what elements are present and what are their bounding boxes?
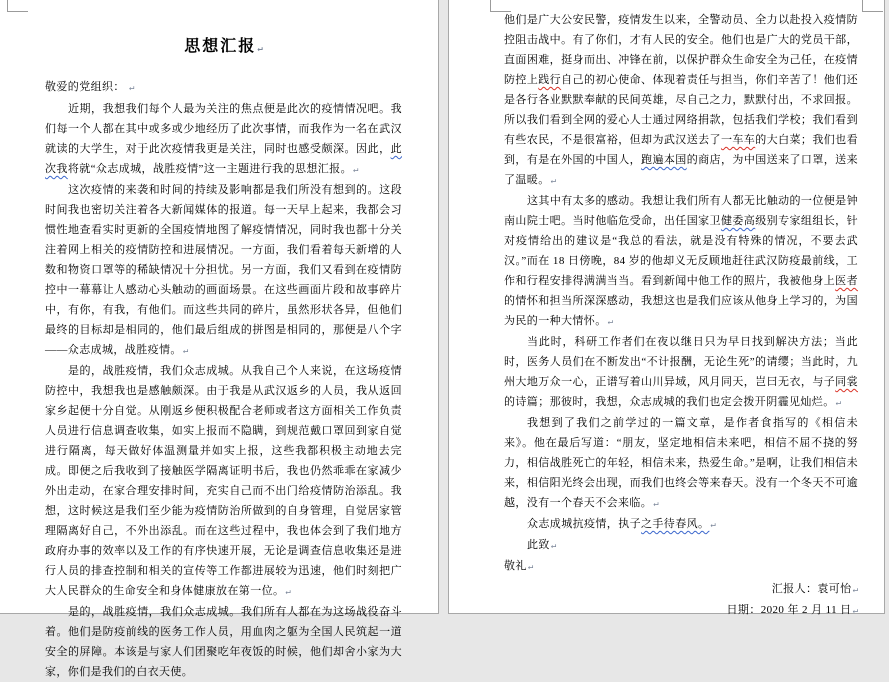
document-title[interactable]	[45, 33, 402, 56]
date-line[interactable]	[504, 600, 858, 621]
paragraph-mark-icon: ↵	[852, 585, 858, 595]
paragraph-text: 众志成城抗疫情，执子	[527, 518, 641, 530]
paragraph-mark-icon: ↵	[550, 176, 557, 186]
paragraph-text: 级别专家组组长，针对疫情给出的建议是“我总的看法，就是没有特殊的情况，不要去武汉。”而在 18 日傍晚，84 岁的他却义无反顾地赶往武汉防疫最前线，工作和行程安排得满满当当。看到新闻中他工作的照片，我被他身上	[504, 215, 858, 287]
paragraph-text: 的商店，为中国送来了口罩，送来了温暖。	[504, 154, 858, 186]
signature-line[interactable]	[504, 579, 858, 600]
spellcheck-blue-squiggle-text: 跑遍本国	[641, 154, 687, 166]
paragraph-text: 我想到了我们之前学过的一篇文章，是作者食指写的《相信未来》。他在最后写道：“朋友，坚定地相信未来吧，相信不屈不挠的努力，相信战胜死亡的年轻，相信未来，热爱生命。”是啊，让我们相信未来，相信阳光终会出现，而我们也终会等来春天。没有一个冬天不可逾越，没有一个春天不会来临。	[504, 417, 858, 509]
paragraph-text: 是的，战胜疫情，我们众志成城。从我自己个人来说，在这场疫情防控中，我想我也是感触颇深。由于我是从武汉返乡的人员，我从返回家乡起便十分自觉。从刚返乡便积极配合老师或者这方面相关工作负责人员进行信息调查收集，如实上报而不隐瞒，到规范戴口罩回到家自觉进行隔离，每天做好体温测量并如实上报，这些我都积极主动地去完成。即便之后我收到了接触医学隔离证明书后，我也仍然乖乖在家减少外出走动，在家合理安排时间，充实自己而不出门给疫情防治添乱。我想，这时候这是我们至少能为疫情防治所做到的自身管理，自觉居家管理隔离好自己，不外出添乱。而在这些过程中，我也体会到了我们地方政府办事的效率以及工作的有序快速开展，无论是调查信息收集还是进行人员的排查控制和相关的宣传等工作都进展较为迅速，他们时刻把广大人民群众的生命安全和身体健康放在第一位。	[45, 365, 402, 597]
spellcheck-red-squiggle-text: 同裳	[835, 376, 858, 388]
paragraph[interactable]	[504, 191, 858, 332]
paragraph-text: 这其中有太多的感动。我想让我们所有人都无比触动的一位便是钟南山院士吧。当时他临危受命，出任国家卫	[504, 195, 858, 227]
paragraph-text: 的大白菜；我们也看到，有是在外国的中国人，	[504, 134, 858, 166]
paragraph[interactable]	[45, 361, 402, 602]
paragraph[interactable]	[504, 10, 858, 191]
date-text: 日期：2020 年 2 月 11 日	[726, 604, 852, 616]
paragraph-mark-icon: ↵	[607, 317, 614, 327]
spellcheck-red-squiggle-text: 一车车	[720, 134, 756, 146]
paragraph-mark-icon: ↵	[182, 346, 189, 356]
salutation-text: 敬爱的党组织：	[45, 81, 125, 93]
paragraph[interactable]	[45, 99, 402, 180]
paragraph-mark-icon: ↵	[550, 541, 557, 551]
paragraph[interactable]	[45, 602, 402, 682]
page-2[interactable]	[448, 0, 885, 614]
paragraph-mark-icon: ↵	[653, 499, 659, 509]
closing-cizhi-text: 此致	[527, 539, 550, 551]
paragraph-mark-icon: ↵	[852, 606, 858, 616]
closing-jingli-line[interactable]	[504, 556, 858, 577]
paragraph[interactable]	[504, 514, 858, 535]
paragraph-text: 当此时，科研工作者们在夜以继日只为早日找到解决方法；当此时，医务人员们在不断发出“不计报酬，无论生死”的请缨；当此时，九州大地万众一心，正谱写着山川异域，风月同天，岂曰无衣，与子	[504, 336, 858, 388]
paragraph-mark-icon: ↵	[527, 562, 534, 572]
paragraph-text: 的诗篇；那彼时，我想，众志成城的我们也定会拨开阴霾见灿烂。	[504, 396, 835, 408]
paragraph[interactable]	[504, 413, 858, 514]
closing-cizhi-line[interactable]	[504, 535, 858, 556]
salutation-line[interactable]	[45, 77, 402, 98]
paragraph-mark-icon: ↵	[710, 520, 716, 530]
spellcheck-blue-squiggle-text: 健委高	[720, 215, 756, 227]
paragraph-text: 的情怀和担当所深深感动，我想这也是我们应该从他身上学习的，为国为民的一种大情怀。	[504, 295, 858, 327]
paragraph-text: 这次疫情的来袭和时间的持续及影响都是我们所没有想到的。这段时间我也密切关注着各大新闻媒体的报道。每一天早上起来，我都会习惯性地查看实时更新的全国疫情地图了解疫情情况，同时我也都十分关注着网上相关的疫情防控和进展情况。一方面，我们看着每天新增的人数和物资口罩等的稀缺情况十分担忧。另一方面，我们又看到在疫情防控中一幕幕让人感动心头触动的画面场景。在这些画面片段和故事碎片中，有你，有我，有他们。而这些共同的碎片，虽然形状各异，但他们最终的目标却是相同的，他们最后组成的拼图是相同的，那便是八个字——众志成城，战胜疫情。	[45, 184, 402, 356]
spellcheck-red-squiggle-text: 医者	[835, 275, 858, 287]
paragraph-text: 他们是广大公安民警，疫情发生以来，全警动员、全力以赴投入疫情防控阻击战中。有了你们，才有人民的安全。他们也是广大的党员干部，直面困难，挺身而出、冲锋在前，以保护群众生命安全为己任，在疫情防控上	[504, 14, 858, 86]
paragraph-mark-icon: ↵	[257, 44, 263, 54]
page-1-body[interactable]	[45, 99, 402, 682]
closing-jingli-text: 敬礼	[504, 560, 527, 572]
paragraph-mark-icon: ↵	[285, 587, 291, 597]
paragraph-text: 将就“众志成城，战胜疫情”这一主题进行我的思想汇报。	[67, 163, 352, 175]
paragraph[interactable]	[504, 332, 858, 413]
paragraph-text: 是的，战胜疫情，我们众志成城。我们所有人都在为这场战役奋斗着。他们是防疫前线的医务工作人员，用血肉之躯为全国人民筑起一道安全的屏障。本该是与家人们团聚吃年夜饭的时候，他们却舍小家为大家，你们是我们的白衣天使。	[45, 606, 402, 678]
page-1[interactable]	[0, 0, 439, 678]
page-2-body[interactable]	[504, 10, 858, 535]
paragraph-text: 近期，我想我们每个人最为关注的焦点便是此次的疫情情况吧。我们每一个人都在其中或多或少地经历了此次事情，而我作为一名在武汉就读的大学生，对于此次疫情我更是关注，同时也感受颇深。因此，	[45, 103, 402, 155]
spellcheck-red-squiggle-text: 践行	[538, 74, 562, 86]
paragraph-text: 自己的初心使命、体现着责任与担当，你们辛苦了！他们还是各行各业默默奉献的民间英雄，尽自己之力，默默付出，不求回报。所以我们看到全网的爱心人士通过网络捐款，包括我们学校；我们看到有些农民，不是很富裕，但却为武汉送去了	[504, 74, 858, 146]
spellcheck-blue-squiggle-text: 此次我	[45, 143, 402, 175]
paragraph[interactable]	[45, 180, 402, 361]
paragraph-mark-icon: ↵	[352, 165, 359, 175]
signature-text: 汇报人：袁可怡	[771, 583, 852, 595]
document-title-text: 思想汇报	[184, 38, 257, 55]
spellcheck-blue-squiggle-text: 之手待春风。	[641, 518, 710, 530]
paragraph-mark-icon: ↵	[835, 398, 842, 408]
paragraph-mark-icon: ↵	[128, 83, 135, 93]
